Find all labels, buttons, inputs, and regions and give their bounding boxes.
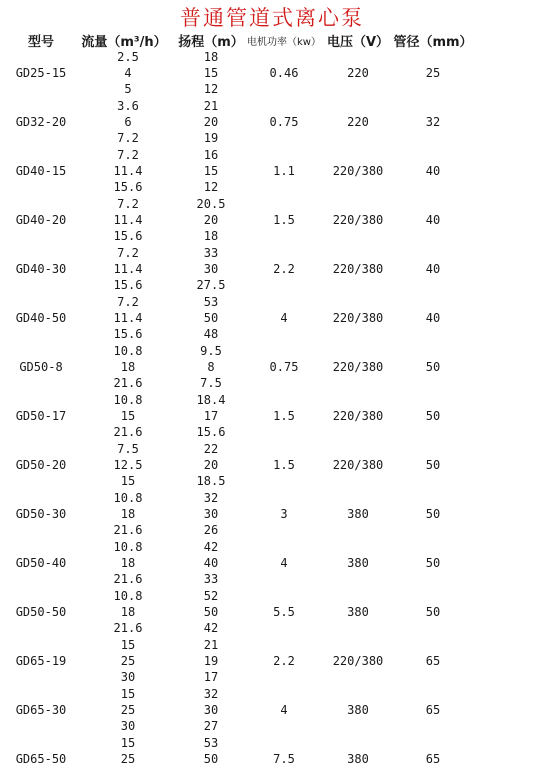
flow-value: 6 [124, 115, 132, 129]
flow-value: 25 [120, 654, 136, 668]
voltage-cell: 220 [347, 115, 369, 129]
head-value: 18.4 [196, 393, 226, 407]
flow-value: 18 [120, 556, 136, 570]
flow-value: 15.6 [113, 229, 143, 243]
power-cell: 1.5 [273, 213, 295, 227]
table-row [0, 441, 544, 490]
head-value: 20 [203, 115, 219, 129]
table-row [0, 196, 544, 245]
head-value: 15.6 [196, 425, 226, 439]
head-value: 53 [203, 295, 219, 309]
head-value: 20 [203, 458, 219, 472]
model-cell: GD40-20 [15, 213, 67, 227]
power-cell: 2.2 [273, 262, 295, 276]
power-cell: 5.5 [273, 605, 295, 619]
flow-value: 21.6 [113, 572, 143, 586]
power-cell: 3 [280, 507, 288, 521]
flow-value: 21.6 [113, 425, 143, 439]
pipe-cell: 32 [425, 115, 441, 129]
head-value: 7.5 [200, 376, 222, 390]
table-row [0, 392, 544, 441]
head-value: 12 [203, 82, 219, 96]
pipe-cell: 50 [425, 409, 441, 423]
flow-value: 18 [120, 507, 136, 521]
power-cell: 1.5 [273, 409, 295, 423]
voltage-cell: 220/380 [332, 409, 384, 423]
pipe-cell: 50 [425, 360, 441, 374]
model-cell: GD40-15 [15, 164, 67, 178]
flow-value: 18 [120, 360, 136, 374]
power-cell: 1.5 [273, 458, 295, 472]
head-value: 12 [203, 180, 219, 194]
table-row [0, 49, 544, 98]
page-title: 普通管道式离心泵 [180, 6, 364, 30]
voltage-cell: 380 [347, 752, 369, 766]
head-value: 15 [203, 66, 219, 80]
voltage-cell: 220 [347, 66, 369, 80]
flow-value: 5 [124, 82, 132, 96]
flow-value: 15 [120, 687, 136, 701]
power-cell: 1.1 [273, 164, 295, 178]
pipe-cell: 65 [425, 654, 441, 668]
flow-value: 21.6 [113, 523, 143, 537]
flow-value: 15 [120, 474, 136, 488]
head-value: 27 [203, 719, 219, 733]
head-value: 32 [203, 491, 219, 505]
table-header [0, 31, 544, 49]
pipe-cell: 40 [425, 311, 441, 325]
flow-value: 4 [124, 66, 132, 80]
pump-table-body [0, 49, 544, 784]
table-row [0, 686, 544, 735]
flow-value: 10.8 [113, 491, 143, 505]
header-pipe: 管径（mm） [393, 35, 473, 50]
flow-value: 10.8 [113, 344, 143, 358]
pipe-cell: 65 [425, 703, 441, 717]
voltage-cell: 220/380 [332, 213, 384, 227]
power-cell: 2.2 [273, 654, 295, 668]
flow-value: 15.6 [113, 180, 143, 194]
power-cell: 7.5 [273, 752, 295, 766]
header-head: 扬程（m） [178, 35, 244, 50]
pipe-cell: 40 [425, 213, 441, 227]
voltage-cell: 220/380 [332, 458, 384, 472]
voltage-cell: 380 [347, 605, 369, 619]
head-value: 40 [203, 556, 219, 570]
flow-value: 10.8 [113, 540, 143, 554]
pipe-cell: 50 [425, 556, 441, 570]
head-value: 26 [203, 523, 219, 537]
table-row [0, 294, 544, 343]
flow-value: 3.6 [117, 99, 139, 113]
head-value: 17 [203, 670, 219, 684]
table-row [0, 539, 544, 588]
flow-value: 7.5 [117, 442, 139, 456]
flow-value: 7.2 [117, 131, 139, 145]
flow-value: 15 [120, 638, 136, 652]
head-value: 18 [203, 50, 219, 64]
power-cell: 4 [280, 556, 288, 570]
model-cell: GD65-19 [15, 654, 67, 668]
voltage-cell: 380 [347, 556, 369, 570]
head-value: 33 [203, 246, 219, 260]
flow-value: 12.5 [113, 458, 143, 472]
model-cell: GD40-30 [15, 262, 67, 276]
power-cell: 0.75 [269, 115, 299, 129]
flow-value: 10.8 [113, 589, 143, 603]
voltage-cell: 380 [347, 507, 369, 521]
flow-value: 21.6 [113, 621, 143, 635]
power-cell: 0.75 [269, 360, 299, 374]
head-value: 20 [203, 213, 219, 227]
table-row [0, 490, 544, 539]
head-value: 18 [203, 229, 219, 243]
head-value: 52 [203, 589, 219, 603]
voltage-cell: 220/380 [332, 262, 384, 276]
pipe-cell: 50 [425, 507, 441, 521]
table-row [0, 98, 544, 147]
head-value: 15 [203, 164, 219, 178]
pipe-cell: 25 [425, 66, 441, 80]
header-flow: 流量（m³/h） [81, 35, 167, 50]
head-value: 42 [203, 540, 219, 554]
flow-value: 7.2 [117, 197, 139, 211]
table-row [0, 588, 544, 637]
flow-value: 11.4 [113, 262, 143, 276]
power-cell: 4 [280, 703, 288, 717]
head-value: 21 [203, 638, 219, 652]
model-cell: GD65-30 [15, 703, 67, 717]
table-row [0, 637, 544, 686]
pipe-cell: 50 [425, 458, 441, 472]
table-row [0, 245, 544, 294]
model-cell: GD65-50 [15, 752, 67, 766]
head-value: 17 [203, 409, 219, 423]
head-value: 18.5 [196, 474, 226, 488]
flow-value: 30 [120, 719, 136, 733]
header-power: 电机功率（kw） [247, 37, 321, 48]
power-cell: 0.46 [269, 66, 299, 80]
flow-value: 18 [120, 605, 136, 619]
model-cell: GD32-20 [15, 115, 67, 129]
table-row [0, 343, 544, 392]
head-value: 42 [203, 621, 219, 635]
head-value: 32 [203, 687, 219, 701]
head-value: 50 [203, 605, 219, 619]
head-value: 8 [207, 360, 215, 374]
head-value: 9.5 [200, 344, 222, 358]
model-cell: GD50-20 [15, 458, 67, 472]
flow-value: 15 [120, 736, 136, 750]
head-value: 48 [203, 327, 219, 341]
head-value: 16 [203, 148, 219, 162]
flow-value: 7.2 [117, 246, 139, 260]
table-row [0, 735, 544, 784]
flow-value: 11.4 [113, 213, 143, 227]
flow-value: 15.6 [113, 327, 143, 341]
flow-value: 11.4 [113, 164, 143, 178]
head-value: 53 [203, 736, 219, 750]
table-row [0, 147, 544, 196]
head-value: 19 [203, 131, 219, 145]
head-value: 33 [203, 572, 219, 586]
head-value: 30 [203, 262, 219, 276]
model-cell: GD50-30 [15, 507, 67, 521]
model-cell: GD50-50 [15, 605, 67, 619]
head-value: 19 [203, 654, 219, 668]
flow-value: 2.5 [117, 50, 139, 64]
pipe-cell: 40 [425, 164, 441, 178]
header-voltage: 电压（V） [326, 35, 390, 50]
head-value: 30 [203, 703, 219, 717]
flow-value: 10.8 [113, 393, 143, 407]
pipe-cell: 50 [425, 605, 441, 619]
voltage-cell: 220/380 [332, 164, 384, 178]
voltage-cell: 220/380 [332, 654, 384, 668]
flow-value: 15 [120, 409, 136, 423]
head-value: 30 [203, 507, 219, 521]
flow-value: 25 [120, 752, 136, 766]
model-cell: GD50-17 [15, 409, 67, 423]
model-cell: GD25-15 [15, 66, 67, 80]
pipe-cell: 65 [425, 752, 441, 766]
voltage-cell: 380 [347, 703, 369, 717]
header-model: 型号 [27, 35, 55, 50]
model-cell: GD50-8 [19, 360, 63, 374]
head-value: 22 [203, 442, 219, 456]
flow-value: 21.6 [113, 376, 143, 390]
power-cell: 4 [280, 311, 288, 325]
flow-value: 11.4 [113, 311, 143, 325]
flow-value: 15.6 [113, 278, 143, 292]
head-value: 21 [203, 99, 219, 113]
head-value: 20.5 [196, 197, 226, 211]
head-value: 50 [203, 752, 219, 766]
pipe-cell: 40 [425, 262, 441, 276]
voltage-cell: 220/380 [332, 360, 384, 374]
flow-value: 25 [120, 703, 136, 717]
flow-value: 7.2 [117, 148, 139, 162]
head-value: 27.5 [196, 278, 226, 292]
flow-value: 30 [120, 670, 136, 684]
flow-value: 7.2 [117, 295, 139, 309]
head-value: 50 [203, 311, 219, 325]
model-cell: GD50-40 [15, 556, 67, 570]
model-cell: GD40-50 [15, 311, 67, 325]
voltage-cell: 220/380 [332, 311, 384, 325]
